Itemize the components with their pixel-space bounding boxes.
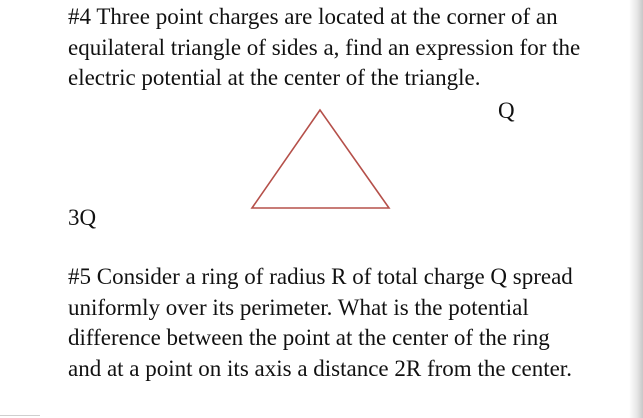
triangle-outline (252, 110, 389, 208)
problem-4-text (68, 2, 580, 94)
problem-5-line-2: uniformly over its perimeter. What is the potential (68, 294, 529, 320)
charge-label-q: Q (498, 98, 515, 123)
problem-5-line-1: #5 Consider a ring of radius R of total charge Q spread (68, 264, 573, 289)
page-edge-shadow (629, 0, 643, 418)
equilateral-triangle-figure (250, 108, 392, 212)
problem-5-line-4: and at a point on its axis a distance 2R from the center. (68, 355, 572, 381)
problem-4-line-2: equilateral triangle of sides a, find an expression for the (68, 34, 581, 60)
problem-4-line-1: #4 Three point charges are located at the corner of an (68, 4, 558, 29)
problem-4-line-3: electric potential at the center of the triangle. (68, 65, 481, 90)
problem-5-text (68, 262, 573, 384)
problem-5-line-3: difference between the point at the center of the ring (68, 325, 550, 350)
bottom-divider (0, 415, 40, 416)
charge-label-3q: 3Q (68, 205, 97, 230)
